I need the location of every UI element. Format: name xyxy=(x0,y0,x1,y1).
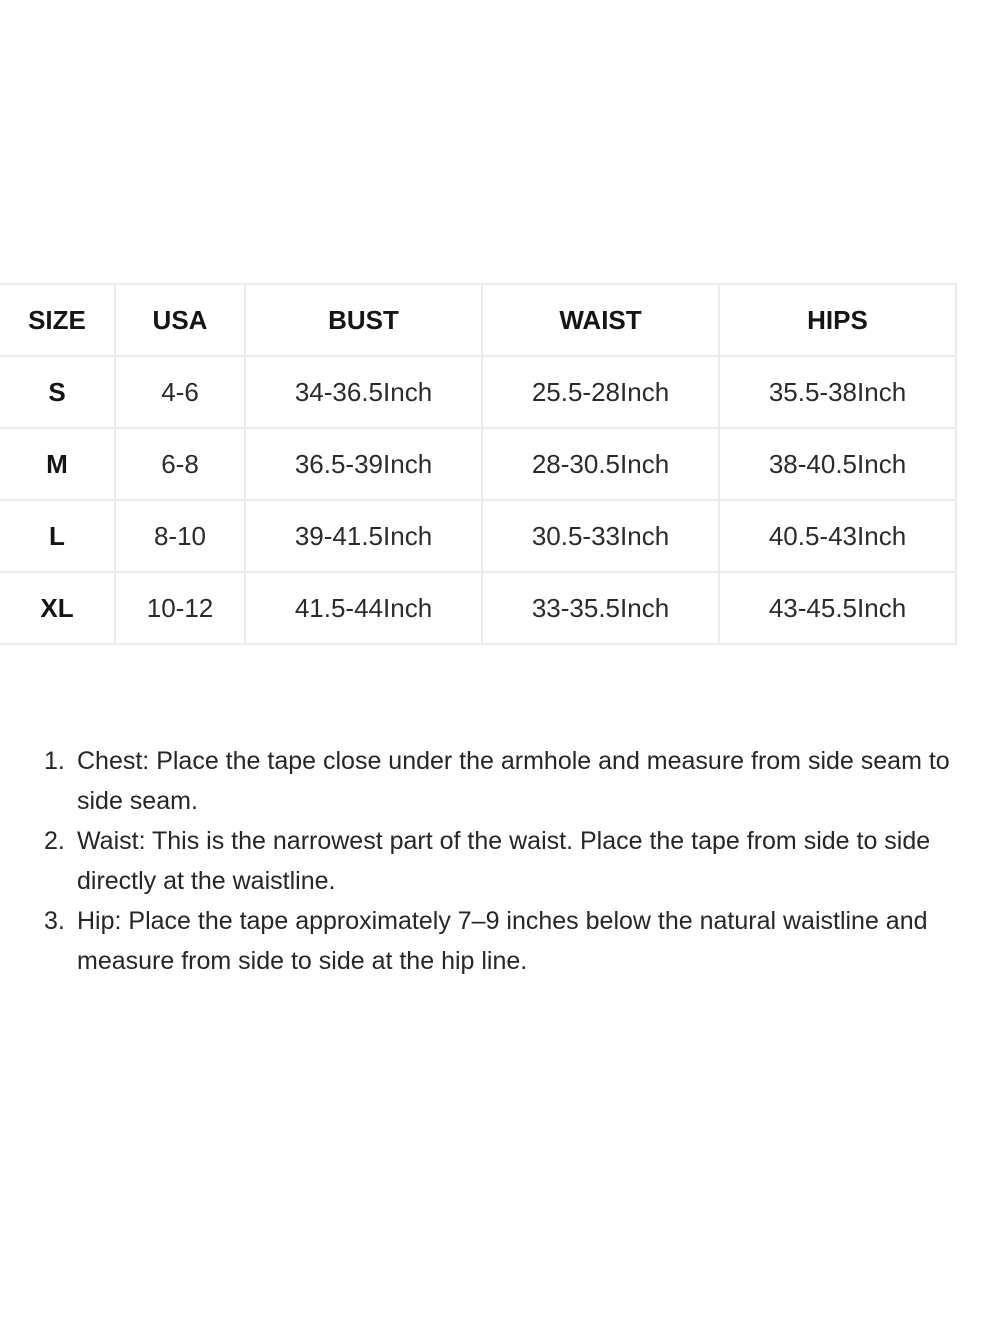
waist-cell: 33-35.5Inch xyxy=(482,572,719,644)
instruction-text: Chest: Place the tape close under the armhole and measure from side seam to side seam. xyxy=(77,747,950,815)
waist-cell: 28-30.5Inch xyxy=(482,428,719,500)
size-cell: M xyxy=(0,428,115,500)
table-row xyxy=(0,356,956,428)
header-hips: HIPS xyxy=(719,284,956,356)
bust-cell: 36.5-39Inch xyxy=(245,428,482,500)
hips-cell: 43-45.5Inch xyxy=(719,572,956,644)
table-row xyxy=(0,572,956,644)
size-cell: L xyxy=(0,500,115,572)
header-size: SIZE xyxy=(0,284,115,356)
usa-cell: 4-6 xyxy=(115,356,245,428)
waist-cell: 25.5-28Inch xyxy=(482,356,719,428)
table-row xyxy=(0,428,956,500)
instruction-text: Hip: Place the tape approximately 7–9 inches below the natural waistline and measure from side to side at the hip line. xyxy=(77,907,928,975)
header-bust: BUST xyxy=(245,284,482,356)
bust-cell: 39-41.5Inch xyxy=(245,500,482,572)
instruction-number: 3. xyxy=(44,907,65,935)
table-row xyxy=(0,500,956,572)
bust-cell: 34-36.5Inch xyxy=(245,356,482,428)
header-row xyxy=(0,284,956,356)
header-waist: WAIST xyxy=(482,284,719,356)
size-cell: XL xyxy=(0,572,115,644)
usa-cell: 6-8 xyxy=(115,428,245,500)
size-chart-table xyxy=(0,283,957,645)
instruction-item-chest xyxy=(44,741,964,821)
hips-cell: 35.5-38Inch xyxy=(719,356,956,428)
instruction-text: Waist: This is the narrowest part of the waist. Place the tape from side to side directly at the waistline. xyxy=(77,827,931,895)
waist-cell: 30.5-33Inch xyxy=(482,500,719,572)
header-usa: USA xyxy=(115,284,245,356)
size-chart-header xyxy=(0,284,956,356)
instruction-item-waist xyxy=(44,821,964,901)
bust-cell: 41.5-44Inch xyxy=(245,572,482,644)
hips-cell: 38-40.5Inch xyxy=(719,428,956,500)
hips-cell: 40.5-43Inch xyxy=(719,500,956,572)
instruction-number: 2. xyxy=(44,827,65,855)
size-cell: S xyxy=(0,356,115,428)
instruction-item-hip xyxy=(44,901,964,981)
usa-cell: 8-10 xyxy=(115,500,245,572)
instruction-number: 1. xyxy=(44,747,65,775)
measurement-instructions xyxy=(44,741,964,981)
usa-cell: 10-12 xyxy=(115,572,245,644)
size-chart-body xyxy=(0,356,956,644)
